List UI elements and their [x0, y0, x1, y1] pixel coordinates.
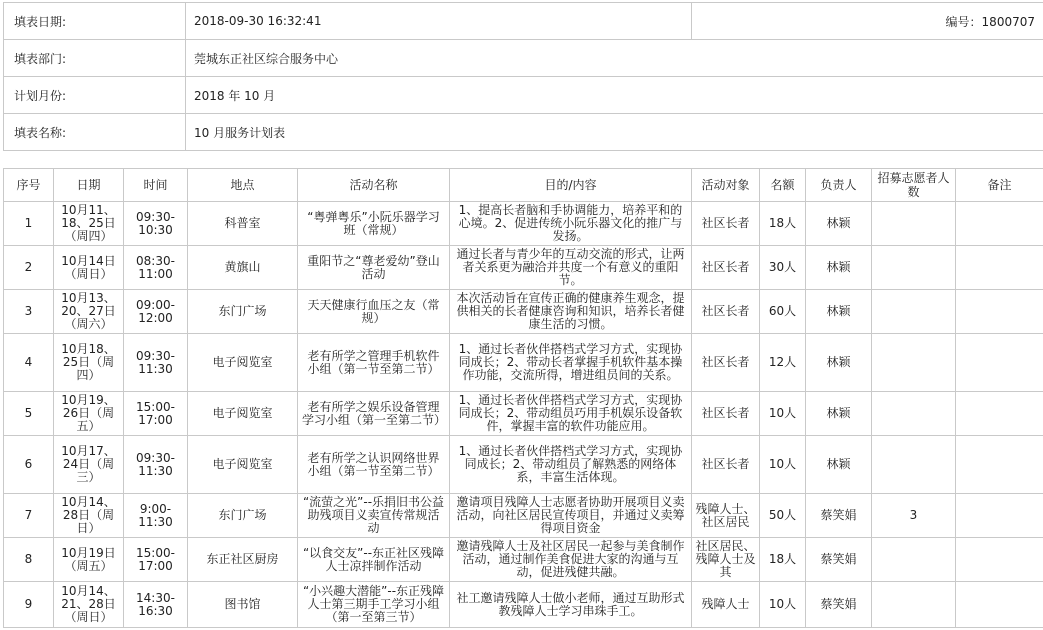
cell-place: 电子阅览室 [188, 436, 298, 494]
cell-content: 通过长者与青少年的互动交流的形式，让两者关系更为融洽并共度一个有意义的重阳节。 [450, 246, 692, 290]
dept-value: 莞城东正社区综合服务中心 [186, 40, 1043, 77]
col-header-quota: 名额 [760, 169, 806, 202]
col-header-leader: 负责人 [806, 169, 872, 202]
cell-volunteers [872, 582, 956, 628]
cell-volunteers [872, 538, 956, 582]
cell-volunteers: 3 [872, 494, 956, 538]
cell-leader: 林颖 [806, 334, 872, 392]
cell-leader: 蔡笑娟 [806, 538, 872, 582]
cell-note [956, 494, 1043, 538]
cell-target: 残障人士、社区居民 [692, 494, 760, 538]
cell-quota: 10人 [760, 436, 806, 494]
code-value: 1800707 [981, 14, 1035, 29]
cell-target: 社区长者 [692, 246, 760, 290]
col-header-volunteers: 招募志愿者人数 [872, 169, 956, 202]
col-header-content: 目的/内容 [450, 169, 692, 202]
table-row [4, 582, 1043, 628]
cell-time: 08:30-11:00 [124, 246, 188, 290]
cell-content: 本次活动旨在宣传正确的健康养生观念，提供相关的长者健康咨询和知识，培养长者健康生活的习惯。 [450, 290, 692, 334]
cell-content: 1、通过长者伙伴搭档式学习方式，实现协同成长；2、带动长者掌握手机软件基本操作功能，交流所得，增进组员间的关系。 [450, 334, 692, 392]
date-label: 填表日期: [4, 3, 186, 40]
cell-no: 3 [4, 290, 54, 334]
month-value: 2018 年 10 月 [186, 77, 1043, 114]
col-header-activity: 活动名称 [298, 169, 450, 202]
cell-note [956, 202, 1043, 246]
cell-volunteers [872, 290, 956, 334]
code-label: 编号： [945, 14, 982, 29]
cell-activity: 老有所学之娱乐设备管理学习小组（第一至第二节） [298, 392, 450, 436]
cell-activity: “小兴趣大潜能”--东正残障人士第三期手工学习小组（第一至第三节） [298, 582, 450, 628]
cell-date: 10月13、20、27日（周六） [54, 290, 124, 334]
table-row [4, 246, 1043, 290]
cell-activity: “粤弹粤乐”小阮乐器学习班（常规） [298, 202, 450, 246]
cell-activity: “流萤之光”--乐捐旧书公益助残项目义卖宣传常规活动 [298, 494, 450, 538]
cell-quota: 10人 [760, 582, 806, 628]
cell-content: 1、通过长者伙伴搭档式学习方式，实现协同成长；2、带动组员了解熟悉的网络体系，丰富生活体现。 [450, 436, 692, 494]
header-row-dept [4, 40, 1043, 77]
col-header-no: 序号 [4, 169, 54, 202]
name-value: 10 月服务计划表 [186, 114, 1043, 151]
cell-target: 社区长者 [692, 202, 760, 246]
table-header-row [4, 169, 1043, 202]
cell-no: 6 [4, 436, 54, 494]
col-header-place: 地点 [188, 169, 298, 202]
cell-volunteers [872, 246, 956, 290]
form-header [3, 2, 1043, 151]
cell-leader: 林颖 [806, 246, 872, 290]
cell-quota: 12人 [760, 334, 806, 392]
table-row [4, 202, 1043, 246]
month-label: 计划月份: [4, 77, 186, 114]
cell-content: 1、通过长者伙伴搭档式学习方式，实现协同成长；2、带动组员巧用手机娱乐设备软件，掌握丰富的软件功能应用。 [450, 392, 692, 436]
cell-time: 09:30-10:30 [124, 202, 188, 246]
cell-no: 7 [4, 494, 54, 538]
cell-target: 社区长者 [692, 436, 760, 494]
cell-volunteers [872, 436, 956, 494]
cell-quota: 18人 [760, 202, 806, 246]
cell-place: 黄旗山 [188, 246, 298, 290]
cell-date: 10月19、26日（周五） [54, 392, 124, 436]
cell-target: 社区长者 [692, 334, 760, 392]
cell-date: 10月11、18、25日（周四） [54, 202, 124, 246]
cell-quota: 30人 [760, 246, 806, 290]
cell-note [956, 392, 1043, 436]
cell-time: 09:00-12:00 [124, 290, 188, 334]
cell-target: 社区长者 [692, 290, 760, 334]
cell-quota: 50人 [760, 494, 806, 538]
cell-place: 东正社区厨房 [188, 538, 298, 582]
table-row [4, 334, 1043, 392]
header-row-month [4, 77, 1043, 114]
cell-activity: 老有所学之管理手机软件小组（第一节至第二节） [298, 334, 450, 392]
cell-place: 东门广场 [188, 494, 298, 538]
header-row-name [4, 114, 1043, 151]
cell-date: 10月19日（周五） [54, 538, 124, 582]
cell-quota: 60人 [760, 290, 806, 334]
cell-time: 09:30-11:30 [124, 436, 188, 494]
cell-note [956, 538, 1043, 582]
cell-volunteers [872, 334, 956, 392]
cell-time: 9:00-11:30 [124, 494, 188, 538]
table-row [4, 538, 1043, 582]
cell-time: 15:00-17:00 [124, 392, 188, 436]
cell-volunteers [872, 202, 956, 246]
cell-no: 5 [4, 392, 54, 436]
cell-place: 电子阅览室 [188, 392, 298, 436]
cell-no: 8 [4, 538, 54, 582]
cell-leader: 林颖 [806, 392, 872, 436]
cell-activity: “以食交友”--东正社区残障人士凉拌制作活动 [298, 538, 450, 582]
date-value: 2018-09-30 16:32:41 [186, 3, 692, 40]
cell-leader: 林颖 [806, 290, 872, 334]
cell-date: 10月14、28日（周日） [54, 494, 124, 538]
code-cell [692, 3, 1043, 40]
table-row [4, 494, 1043, 538]
cell-leader: 林颖 [806, 202, 872, 246]
cell-no: 2 [4, 246, 54, 290]
cell-note [956, 436, 1043, 494]
cell-volunteers [872, 392, 956, 436]
table-row [4, 392, 1043, 436]
cell-no: 9 [4, 582, 54, 628]
cell-place: 图书馆 [188, 582, 298, 628]
cell-activity: 天天健康行血压之友（常规） [298, 290, 450, 334]
table-row [4, 436, 1043, 494]
cell-time: 15:00-17:00 [124, 538, 188, 582]
cell-content: 社工邀请残障人士做小老师，通过互助形式教残障人士学习串珠手工。 [450, 582, 692, 628]
cell-leader: 蔡笑娟 [806, 582, 872, 628]
name-label: 填表名称: [4, 114, 186, 151]
plan-table [3, 168, 1043, 628]
cell-activity: 重阳节之“尊老爱幼”登山活动 [298, 246, 450, 290]
cell-note [956, 246, 1043, 290]
cell-content: 邀请项目残障人士志愿者协助开展项目义卖活动，向社区居民宣传项目，并通过义卖筹得项目资金 [450, 494, 692, 538]
cell-target: 社区居民、残障人士及其 [692, 538, 760, 582]
cell-content: 1、提高长者脑和手协调能力，培养平和的心境。2、促进传统小阮乐器文化的推广与发扬。 [450, 202, 692, 246]
cell-quota: 18人 [760, 538, 806, 582]
cell-leader: 林颖 [806, 436, 872, 494]
col-header-time: 时间 [124, 169, 188, 202]
cell-leader: 蔡笑娟 [806, 494, 872, 538]
dept-label: 填表部门: [4, 40, 186, 77]
col-header-note: 备注 [956, 169, 1043, 202]
cell-target: 残障人士 [692, 582, 760, 628]
table-row [4, 290, 1043, 334]
cell-date: 10月18、25日（周四） [54, 334, 124, 392]
cell-date: 10月17、24日（周三） [54, 436, 124, 494]
cell-target: 社区长者 [692, 392, 760, 436]
cell-no: 1 [4, 202, 54, 246]
cell-date: 10月14日（周日） [54, 246, 124, 290]
cell-time: 14:30-16:30 [124, 582, 188, 628]
cell-place: 东门广场 [188, 290, 298, 334]
cell-place: 科普室 [188, 202, 298, 246]
header-row-date [4, 3, 1043, 40]
cell-content: 邀请残障人士及社区居民一起参与美食制作活动，通过制作美食促进大家的沟通与互动，促进残健共融。 [450, 538, 692, 582]
col-header-target: 活动对象 [692, 169, 760, 202]
cell-activity: 老有所学之认识网络世界小组（第一节至第二节） [298, 436, 450, 494]
cell-date: 10月14、21、28日（周日） [54, 582, 124, 628]
cell-place: 电子阅览室 [188, 334, 298, 392]
cell-quota: 10人 [760, 392, 806, 436]
cell-note [956, 334, 1043, 392]
cell-note [956, 290, 1043, 334]
cell-note [956, 582, 1043, 628]
cell-no: 4 [4, 334, 54, 392]
cell-time: 09:30-11:30 [124, 334, 188, 392]
col-header-date: 日期 [54, 169, 124, 202]
